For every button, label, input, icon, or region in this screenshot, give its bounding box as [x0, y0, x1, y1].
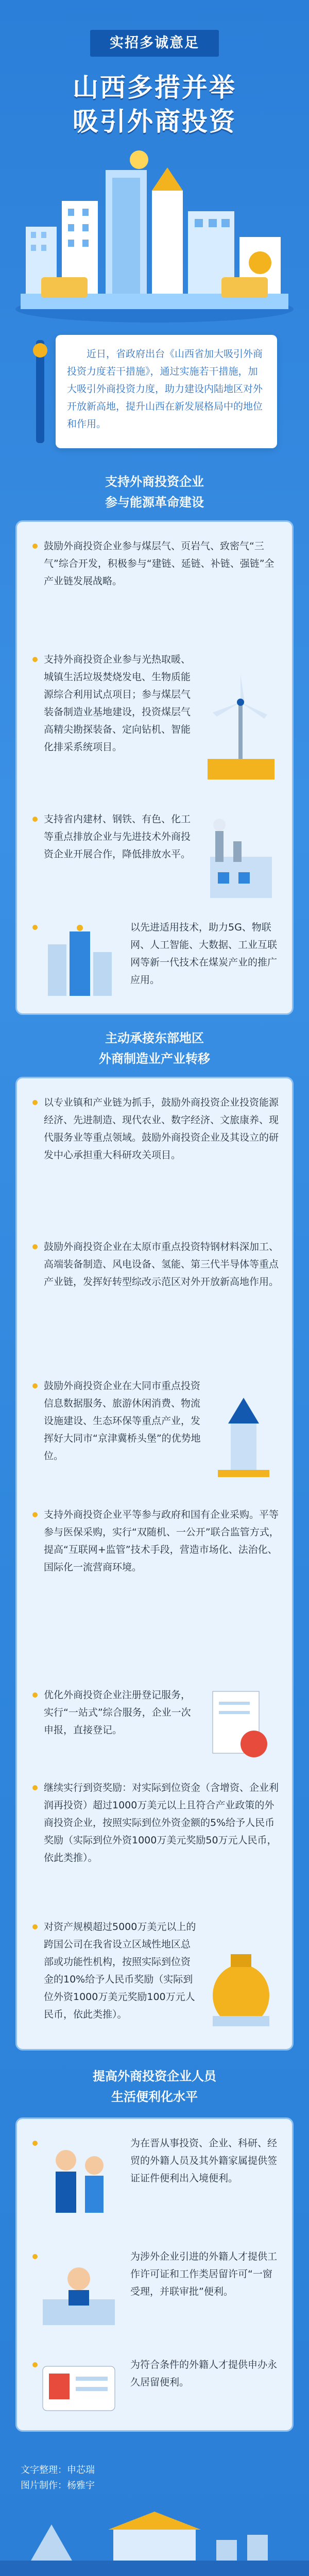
bullet-icon	[32, 1924, 38, 1929]
list-item	[32, 1094, 280, 1228]
section1-title	[0, 471, 309, 513]
bottom-landmark-illustration	[0, 2509, 309, 2576]
item-text: 为符合条件的外籍人才提供申办永久居留便利。	[130, 2359, 278, 2388]
bullet-icon	[32, 1383, 38, 1388]
list-item	[32, 651, 280, 800]
item-text: 为涉外企业引进的外籍人才提供工作许可证和工作类居留许可“一窗受理，并联审批”便利。	[130, 2251, 278, 2297]
footer	[0, 2465, 309, 2576]
hero-tag: 实招多诚意足	[90, 30, 219, 57]
bullet-icon	[32, 925, 38, 930]
item-text: 鼓励外商投资企业在大同市重点投资信息数据服务、旅游休闲消费、物流设施建设、生态环保等重点产业，发挥好大同市“京津冀桥头堡”的优势地位。	[44, 1380, 201, 1462]
item-text: 鼓励外商投资企业在太原市重点投资特钢材料深加工、高端装备制造、风电设备、氢能、第三代半导体等重点产业链，发挥好转型综改示范区对外开放新高地作用。	[44, 1241, 279, 1287]
section2-panel	[15, 1077, 294, 2050]
list-item	[32, 2356, 280, 2423]
residence-card-icon	[38, 2356, 120, 2418]
hero-title-line1: 山西多措并举	[73, 73, 236, 103]
technology-city-icon	[38, 924, 120, 1001]
section1-title-line2: 参与能源革命建设	[105, 495, 204, 510]
bullet-icon	[32, 2362, 38, 2367]
list-item	[32, 1779, 280, 1908]
bullet-icon	[32, 817, 38, 822]
bullet-icon	[32, 1785, 38, 1790]
list-item	[32, 537, 280, 640]
section3-title-line2: 生活便利化水平	[111, 2090, 198, 2104]
list-item	[32, 1506, 280, 1676]
bullet-icon	[32, 544, 38, 549]
bullet-icon	[32, 2254, 38, 2259]
money-bag-icon	[202, 1939, 280, 2031]
city-skyline-illustration	[10, 139, 299, 325]
factory-icon	[202, 816, 280, 903]
section2-title-line2: 外商制造业产业转移	[99, 1052, 210, 1066]
landmark-tower-icon	[208, 1393, 280, 1480]
item-text: 为在晋从事投资、企业、科研、经贸的外籍人员及其外籍家属提供签证证件便利出入境便利。	[130, 2138, 278, 2184]
bullet-icon	[32, 1244, 38, 1249]
business-people-icon	[38, 2140, 120, 2227]
item-text: 对资产规模超过5000万美元以上的跨国公司在我省设立区域性地区总部或功能性机构，按照实际到位资金的10%给予人民币奖励（实际到位外资1000万美元奖励100万元人民币，依此类推）。	[44, 1921, 196, 2020]
section1-title-line1: 支持外商投资企业	[105, 474, 204, 489]
section1-panel	[15, 520, 294, 1015]
item-text: 鼓励外商投资企业参与煤层气、页岩气、致密气“三气”综合开发，积极参与“建链、延链、补链、强链”全产业链发展战略。	[44, 540, 274, 587]
list-item	[32, 810, 280, 908]
list-item	[32, 1686, 280, 1769]
item-text: 继续实行到资奖励：对实际到位资金（含增资、企业利润再投资）超过1000万美元以上且符合产业政策的外商投资企业，按照实际到位外资金额的5%给予人民币奖励（实际到位外资1000万美元奖励50万元人民币，依此类推）。	[44, 1782, 279, 1863]
section3-title	[0, 2066, 309, 2107]
bullet-icon	[32, 2141, 38, 2146]
intro-card	[56, 335, 277, 448]
list-item	[32, 1238, 280, 1367]
intro-text: 近日，省政府出台《山西省加大吸引外商投资力度若干措施》，通过实施若干措施，加大吸引外商投资力度，助力建设内陆地区对外开放新高地，提升山西在新发展格局中的地位和作用。	[67, 348, 263, 430]
list-item	[32, 2248, 280, 2346]
section3-title-line1: 提高外商投资企业人员	[93, 2069, 216, 2083]
section2-title-line1: 主动承接东部地区	[105, 1031, 204, 1045]
list-item	[32, 1918, 280, 2042]
credit-image: 图片制作：杨雅宇	[21, 2480, 95, 2491]
bracket-decoration	[15, 335, 62, 448]
service-counter-icon	[38, 2253, 120, 2335]
item-text: 支持外商投资企业参与光热取暖、城镇生活垃圾焚烧发电、生物质能源综合利用试点项目；参与煤层气装备制造业基地建设，投资煤层气高精尖勘探装备、定向钻机、智能化排采系统项目。	[44, 654, 191, 753]
bullet-icon	[32, 657, 38, 662]
document-stamp-icon	[202, 1686, 280, 1769]
list-item	[32, 1377, 280, 1496]
credit-text: 文字整理：申芯瑞	[21, 2465, 95, 2476]
list-item	[32, 919, 280, 1006]
bullet-icon	[32, 1100, 38, 1105]
bullet-icon	[32, 1692, 38, 1698]
item-text: 以先进适用技术，助力5G、物联网、人工智能、大数据、工业互联网等新一代技术在煤炭产业的推广应用。	[130, 922, 278, 986]
item-text: 支持省内建材、钢铁、有色、化工等重点排放企业与先进技术外商投资企业开展合作，降低排放水平。	[44, 814, 191, 860]
item-text: 优化外商投资企业注册登记服务，实行“一站式”综合服务，企业一次申报，直接登记。	[44, 1689, 191, 1736]
hero-title-line2: 吸引外商投资	[73, 107, 236, 137]
section2-title	[0, 1028, 309, 1069]
item-text: 以专业镇和产业链为抓手，鼓励外商投资企业投资能源经济、先进制造、现代农业、数字经济、文旅康养、现代服务业等重点领域。鼓励外商投资企业及其设立的研发中心承担重大科研攻关项目。	[44, 1097, 279, 1161]
list-item	[32, 2134, 280, 2238]
hero	[0, 0, 309, 459]
bullet-icon	[32, 1512, 38, 1517]
item-text: 支持外商投资企业平等参与政府和国有企业采购。平等参与医保采购，实行“双随机、一公开”联合监管方式，提高“互联网+监管”技术手段，营造市场化、法治化、国际化一流营商环境。	[44, 1509, 279, 1573]
section3-panel	[15, 2117, 294, 2432]
wind-turbine-icon	[202, 671, 280, 785]
